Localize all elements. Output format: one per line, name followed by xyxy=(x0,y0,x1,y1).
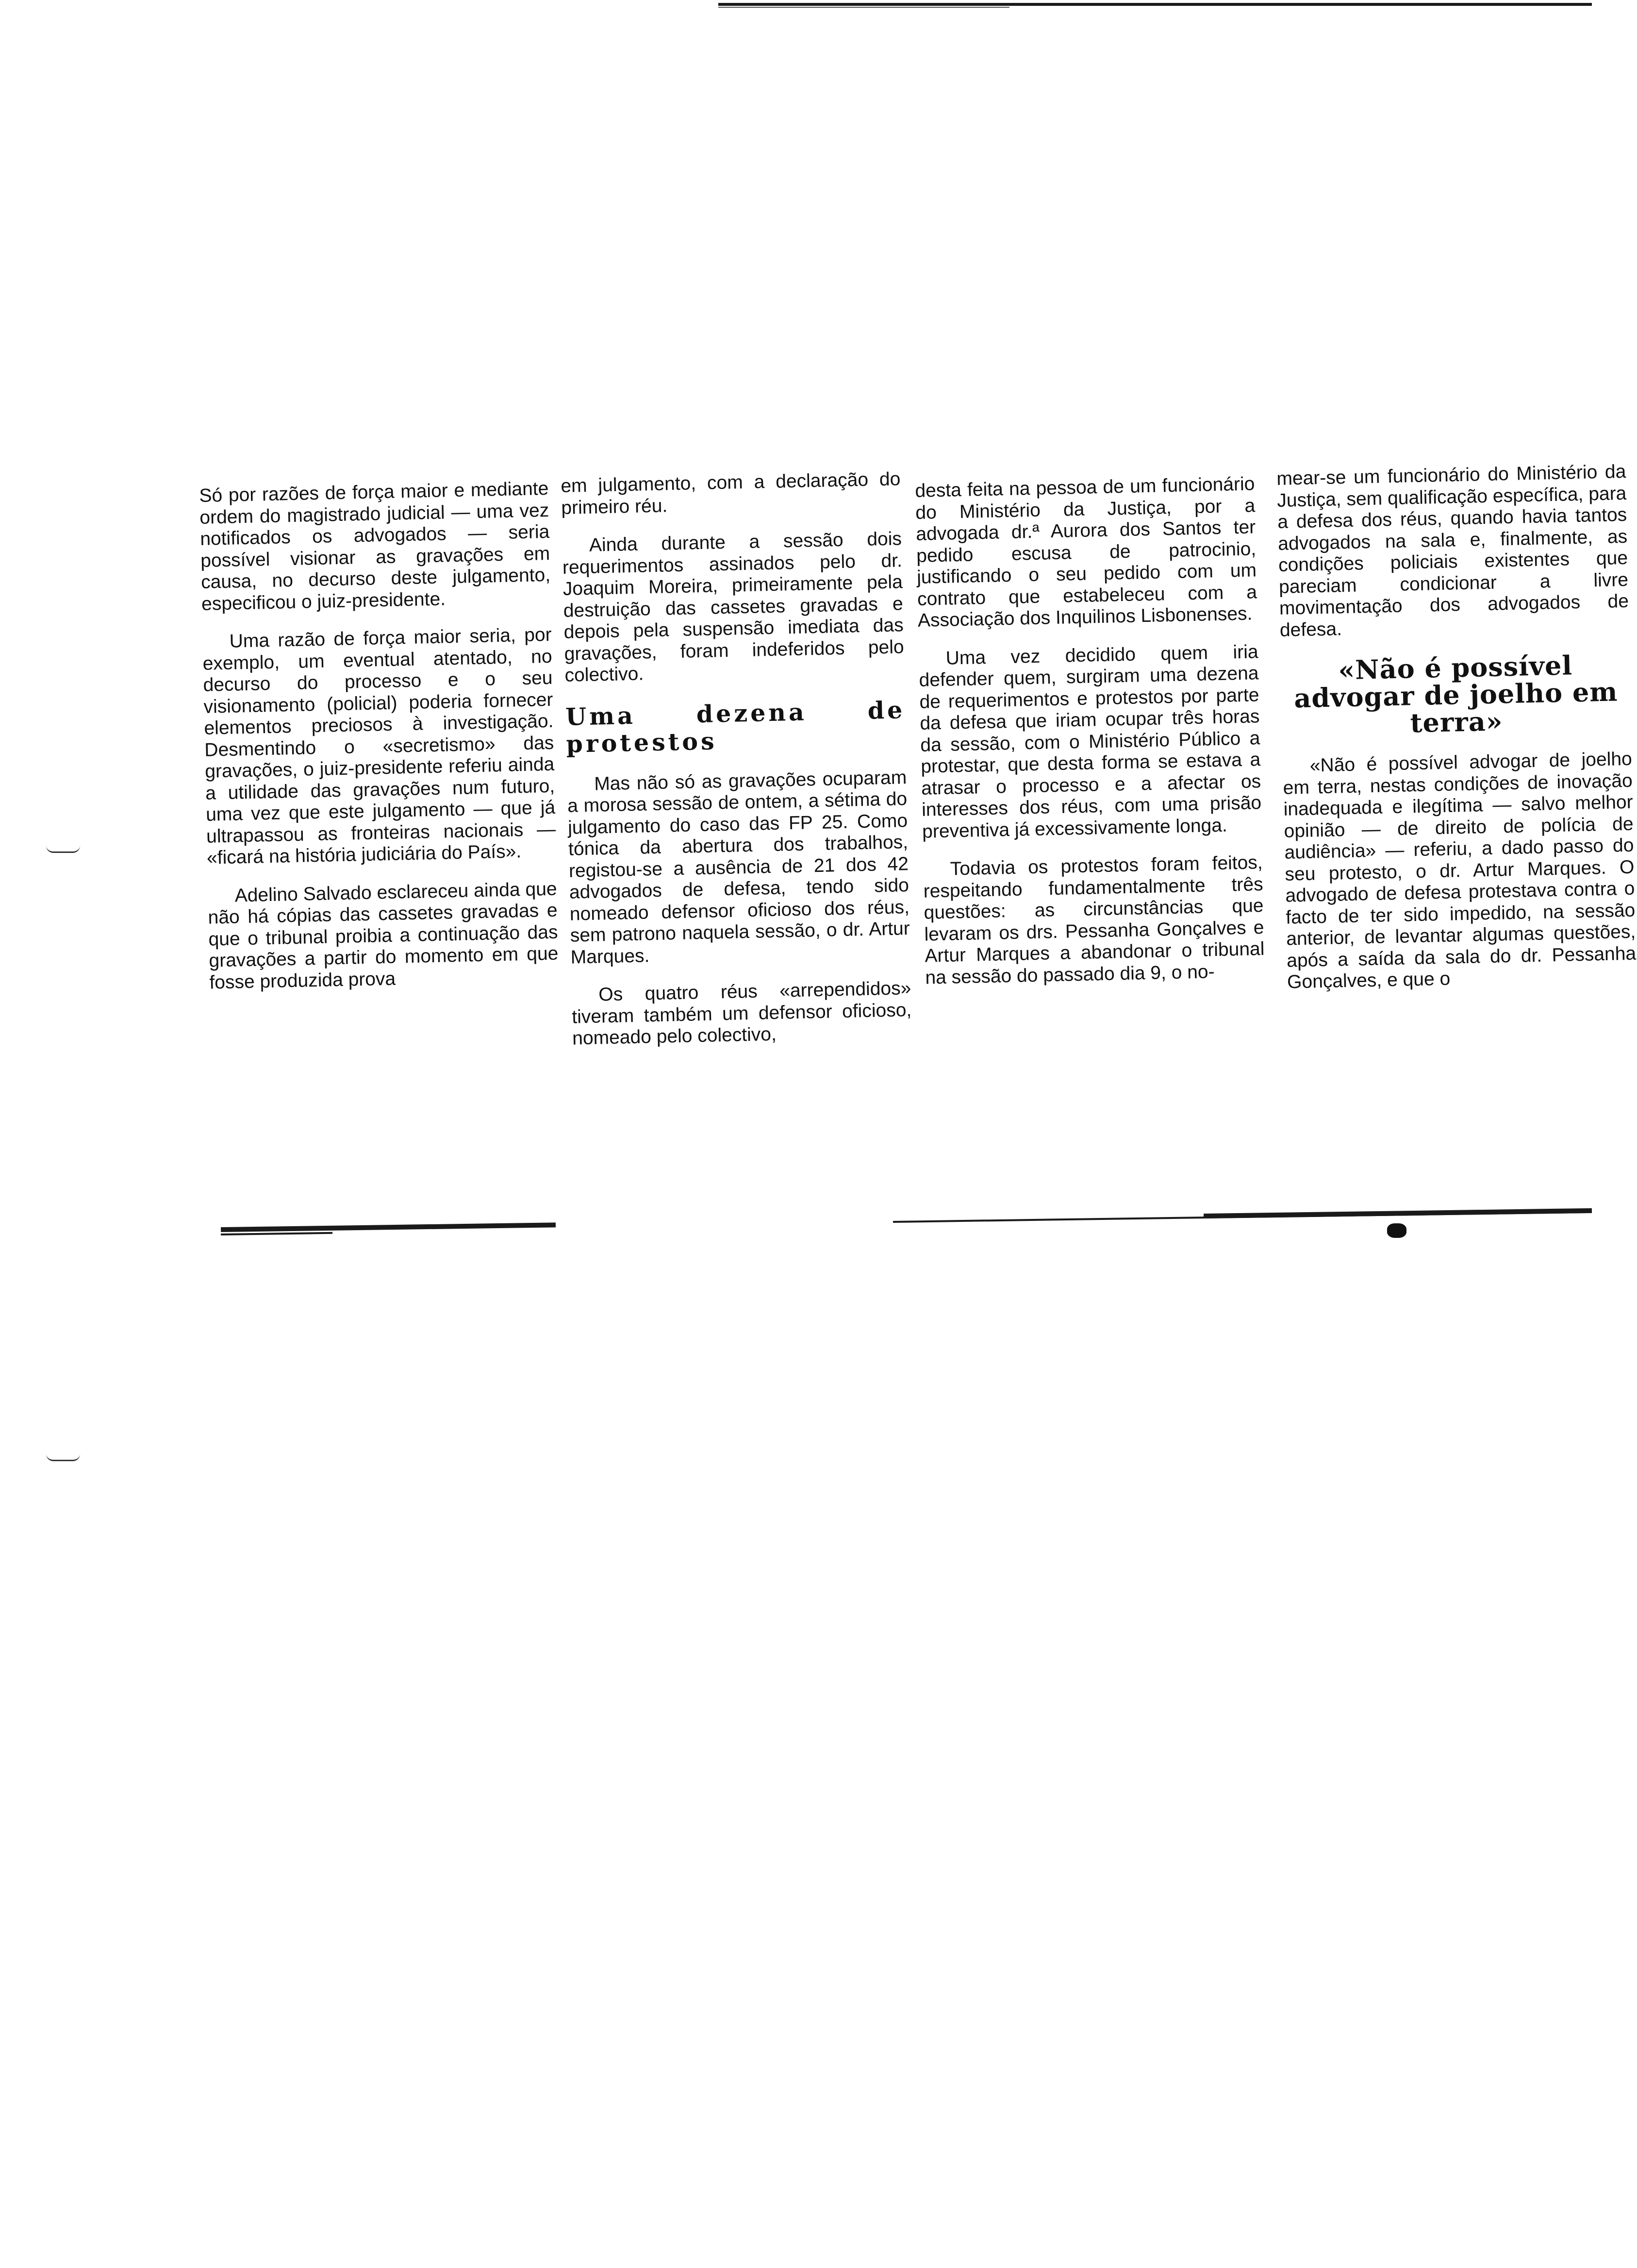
scan-edge-line xyxy=(718,3,1592,6)
paragraph: Os quatro réus «arrependidos» tiveram também um defensor oficioso, nomeado pelo colectivo, xyxy=(571,978,912,1049)
column-rule-thick xyxy=(1204,1208,1592,1218)
punch-hole-mark xyxy=(46,1454,80,1461)
column-rule-thin xyxy=(221,1232,332,1235)
section-heading: Uma dezena de protestos xyxy=(565,695,906,758)
column-rule xyxy=(221,1222,556,1232)
paragraph: em julgamento, com a declaração do primeiro réu. xyxy=(561,468,901,518)
paragraph: desta feita na pessoa de um funcionário do Ministério da Justiça, por a advogada dr.ª Aurora dos Santos ter pedido escusa de patrocinio, justificando o seu pedido com um contrato que estabeleceu com a Associação dos Inquilinos Lisbonenses. xyxy=(915,473,1257,631)
paragraph: «Não é possível advogar de joelho em terra, nestas condições de inovação inadequada e ilegítima — salvo melhor opinião — de direito de polícia de audiência» — referiu, a dado passo do seu protesto, o dr. Artur Marques. O advogado de defesa protestava contra o facto de ter sido impedido, na sessão anterior, de levantar algumas questões, após a saída da sala do dr. Pessanha Gonçalves, e que o xyxy=(1283,748,1637,993)
paragraph: Ainda durante a sessão dois requerimentos assinados pelo dr. Joaquim Moreira, primeiramente pela destruição das cassetes gravadas e depois pela suspensão imediata das gravações, foram indeferidos pelo colectivo. xyxy=(562,528,904,686)
paragraph: Uma razão de força maior seria, por exemplo, um eventual atentado, no decurso do processo e o seu visionamento (policial) poderia fornecer elementos preciosos à investigação. Desmentindo o «secretismo» das gravações, o juiz-presidente referiu ainda a utilidade das gravações num futuro, uma vez que este julgamento — que já ultrapassou as fronteiras nacionais — «ficará na história judiciária do País». xyxy=(202,624,556,868)
paragraph: Mas não só as gravações ocuparam a morosa sessão de ontem, a sétima do julgamento do caso das FP 25. Como tónica da abertura dos trabalhos, registou-se a ausência de 21 dos 42 advogados de defesa, tendo sido nomeado defensor oficioso dos réus, sem patrono naquela sessão, o dr. Artur Marques. xyxy=(567,767,910,968)
paragraph: Todavia os protestos foram feitos, respeitando fundamentalmente três questões: as circunstâncias que levaram os drs. Pessanha Gonçalves e Artur Marques a abandonar o tribunal na sessão do passado dia 9, o no- xyxy=(923,852,1265,988)
paragraph: Só por razões de força maior e mediante ordem do magistrado judicial — uma vez notificados os advogados — seria possível visionar as gravações em causa, no decurso deste julgamento, especificou o juiz-presidente. xyxy=(199,478,551,615)
ink-smudge xyxy=(1387,1223,1406,1238)
punch-hole-mark xyxy=(46,846,80,853)
paragraph: Uma vez decidido quem iria defender quem, surgiram uma dezena de requerimentos e protestos por parte da defesa que iriam ocupar três horas da sessão, com o Ministério Público a protestar, que desta forma se estava a atrasar o processo e a afectar os interesses dos réus, com uma prisão preventiva já excessivamente longa. xyxy=(919,641,1262,842)
paragraph: mear-se um funcionário do Ministério da Justiça, sem qualificação específica, para a defesa dos réus, quando havia tantos advogados na sala e, finalmente, as condições policiais existentes que pareciam condicionar a livre movimentação dos advogados de defesa. xyxy=(1276,461,1629,641)
article-column-2 xyxy=(561,468,912,1066)
article-column-3 xyxy=(915,473,1265,1005)
section-heading: «Não é possível advogar de joelho em terra» xyxy=(1293,650,1618,739)
scan-edge-line-thin xyxy=(718,7,1009,8)
paragraph: Adelino Salvado esclareceu ainda que não há cópias das cassetes gravadas e que o tribunal proibia a continuação das gravações a partir do momento em que fosse produzida prova xyxy=(208,878,559,993)
article-column-4 xyxy=(1276,461,1637,1010)
article-column-1 xyxy=(199,478,559,1010)
